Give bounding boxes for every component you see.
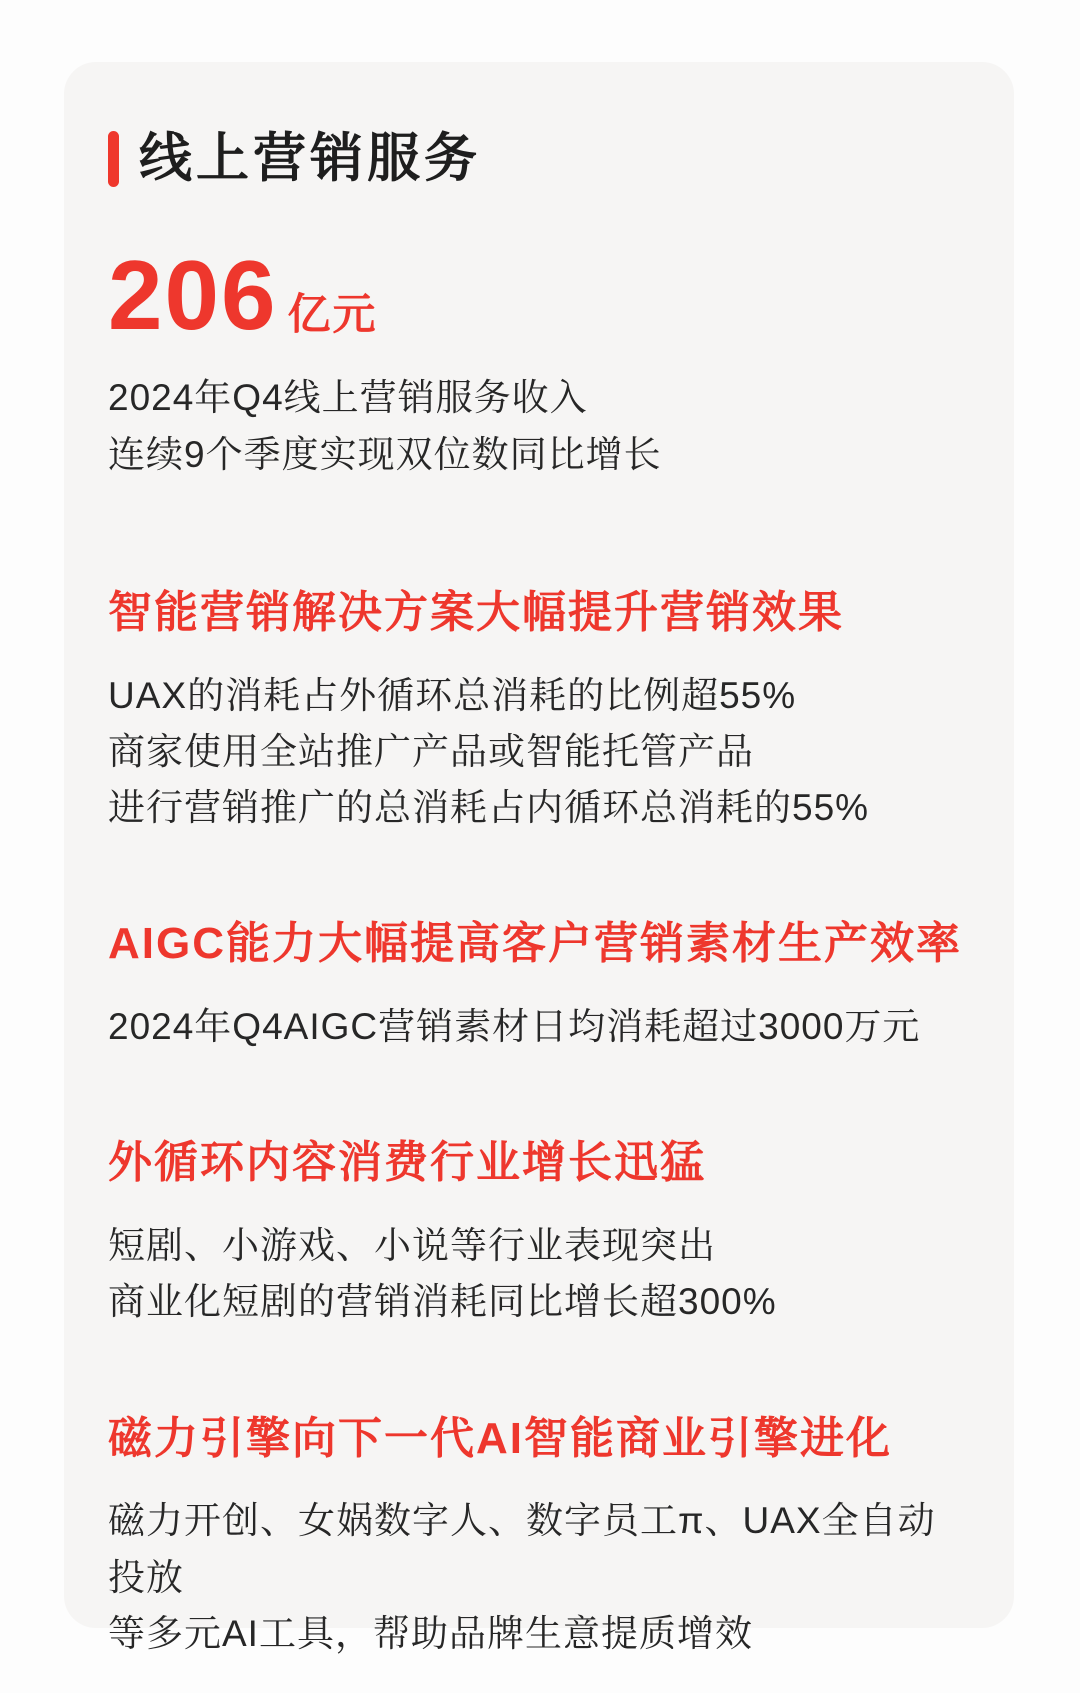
section-line: 进行营销推广的总消耗占内循环总消耗的55% xyxy=(108,787,870,829)
section-body xyxy=(108,1218,970,1330)
section-line: 磁力开创、女娲数字人、数字员工π、UAX全自动投放 xyxy=(108,1500,936,1598)
revenue-description xyxy=(108,370,970,482)
section-magnetic-engine xyxy=(108,1413,970,1663)
section-heading: 磁力引擎向下一代AI智能商业引擎进化 xyxy=(108,1413,892,1463)
revenue-line: 2024年Q4线上营销服务收入 xyxy=(108,377,588,419)
section-heading: AIGC能力大幅提高客户营销素材生产效率 xyxy=(108,919,962,969)
section-body xyxy=(108,1493,970,1662)
revenue-value: 206 xyxy=(108,240,278,351)
section-line: 商家使用全站推广产品或智能托管产品 xyxy=(108,730,754,772)
report-card xyxy=(64,62,1014,1654)
section-content-consumption xyxy=(108,1137,970,1330)
section-body xyxy=(108,668,970,837)
section-body xyxy=(108,999,970,1055)
section-aigc xyxy=(108,918,970,1055)
red-accent-bar-icon xyxy=(108,131,119,187)
page-title: 线上营销服务 xyxy=(139,129,481,188)
section-heading: 智能营销解决方案大幅提升营销效果 xyxy=(108,587,844,637)
section-line: 等多元AI工具，帮助品牌生意提质增效 xyxy=(108,1612,753,1654)
section-line: UAX的消耗占外循环总消耗的比例超55% xyxy=(108,674,797,716)
revenue-highlight xyxy=(108,240,970,351)
section-line: 2024年Q4AIGC营销素材日均消耗超过3000万元 xyxy=(108,1006,921,1048)
revenue-unit: 亿元 xyxy=(287,291,378,340)
section-line: 商业化短剧的营销消耗同比增长超300% xyxy=(108,1281,777,1323)
section-heading: 外循环内容消费行业增长迅猛 xyxy=(108,1138,706,1188)
revenue-line: 连续9个季度实现双位数同比增长 xyxy=(108,433,662,475)
section-smart-marketing xyxy=(108,587,970,837)
section-line: 短剧、小游戏、小说等行业表现突出 xyxy=(108,1225,716,1267)
title-row xyxy=(108,130,970,188)
